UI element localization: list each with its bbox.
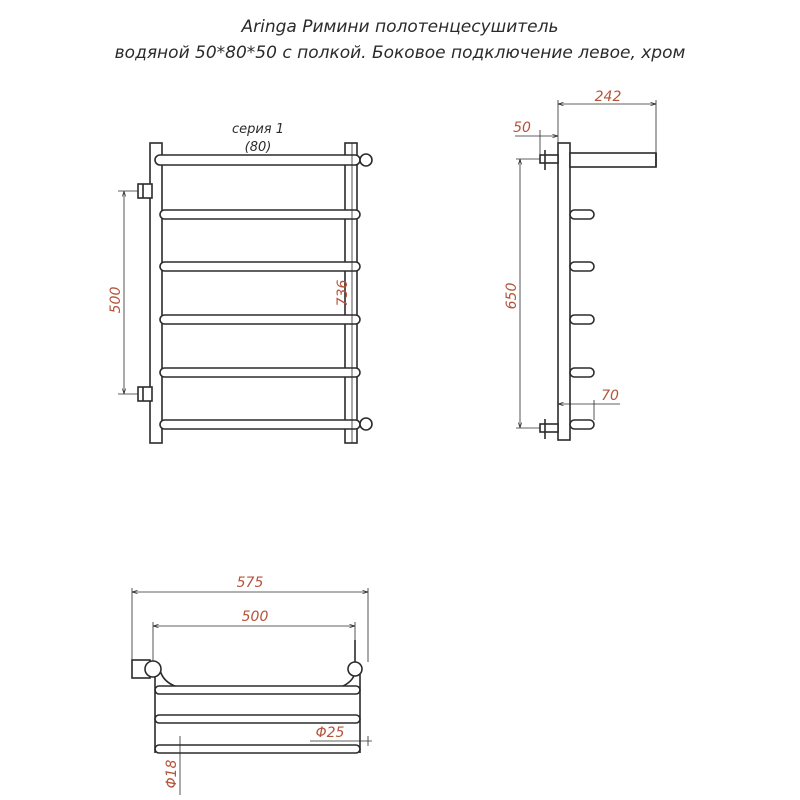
towel-bar: [160, 315, 360, 324]
bar-stub: [570, 210, 594, 219]
connection-fitting: [138, 184, 152, 198]
side-view: [504, 89, 656, 440]
title-line-2: водяной 50*80*50 с полкой. Боковое подключение левое, хром: [114, 43, 686, 63]
series-value: (80): [244, 140, 272, 155]
shelf-bar: [155, 745, 360, 753]
end-cap: [360, 418, 372, 430]
towel-bar: [160, 420, 360, 429]
front-view: [108, 122, 372, 443]
dim-depth-label: 242: [594, 89, 622, 105]
top-view: [132, 575, 372, 795]
towel-bar: [160, 210, 360, 219]
dim-bar-label: 70: [601, 388, 619, 404]
dim-total-width-label: 575: [236, 575, 264, 591]
top-cap: [348, 662, 362, 676]
bar-stub: [570, 315, 594, 324]
connection-fitting: [138, 387, 152, 401]
side-connector: [540, 155, 558, 163]
towel-bar: [160, 262, 360, 271]
dim-tube-label: Φ25: [315, 725, 345, 741]
shelf-bar: [570, 153, 656, 167]
dim-pipe-label: Φ18: [164, 759, 180, 789]
side-upright: [558, 143, 570, 440]
bar-stub: [570, 262, 594, 271]
top-cap: [145, 661, 161, 677]
series-label: серия 1: [231, 122, 285, 137]
dim-connection-label: 500: [108, 286, 124, 314]
dim-offset-label: 50: [513, 120, 531, 136]
dim-height-label: 736: [335, 279, 351, 307]
end-cap: [360, 154, 372, 166]
dim-top-connection-label: 500: [241, 609, 269, 625]
bar-stub: [570, 420, 594, 429]
shelf-bar: [155, 715, 360, 723]
dim-side-height-label: 650: [504, 282, 520, 310]
shelf-bar: [155, 686, 360, 694]
bar-stub: [570, 368, 594, 377]
side-connector: [540, 424, 558, 432]
towel-bar: [155, 155, 360, 165]
title-line-1: Aringa Римини полотенцесушитель: [241, 17, 559, 37]
towel-bar: [160, 368, 360, 377]
